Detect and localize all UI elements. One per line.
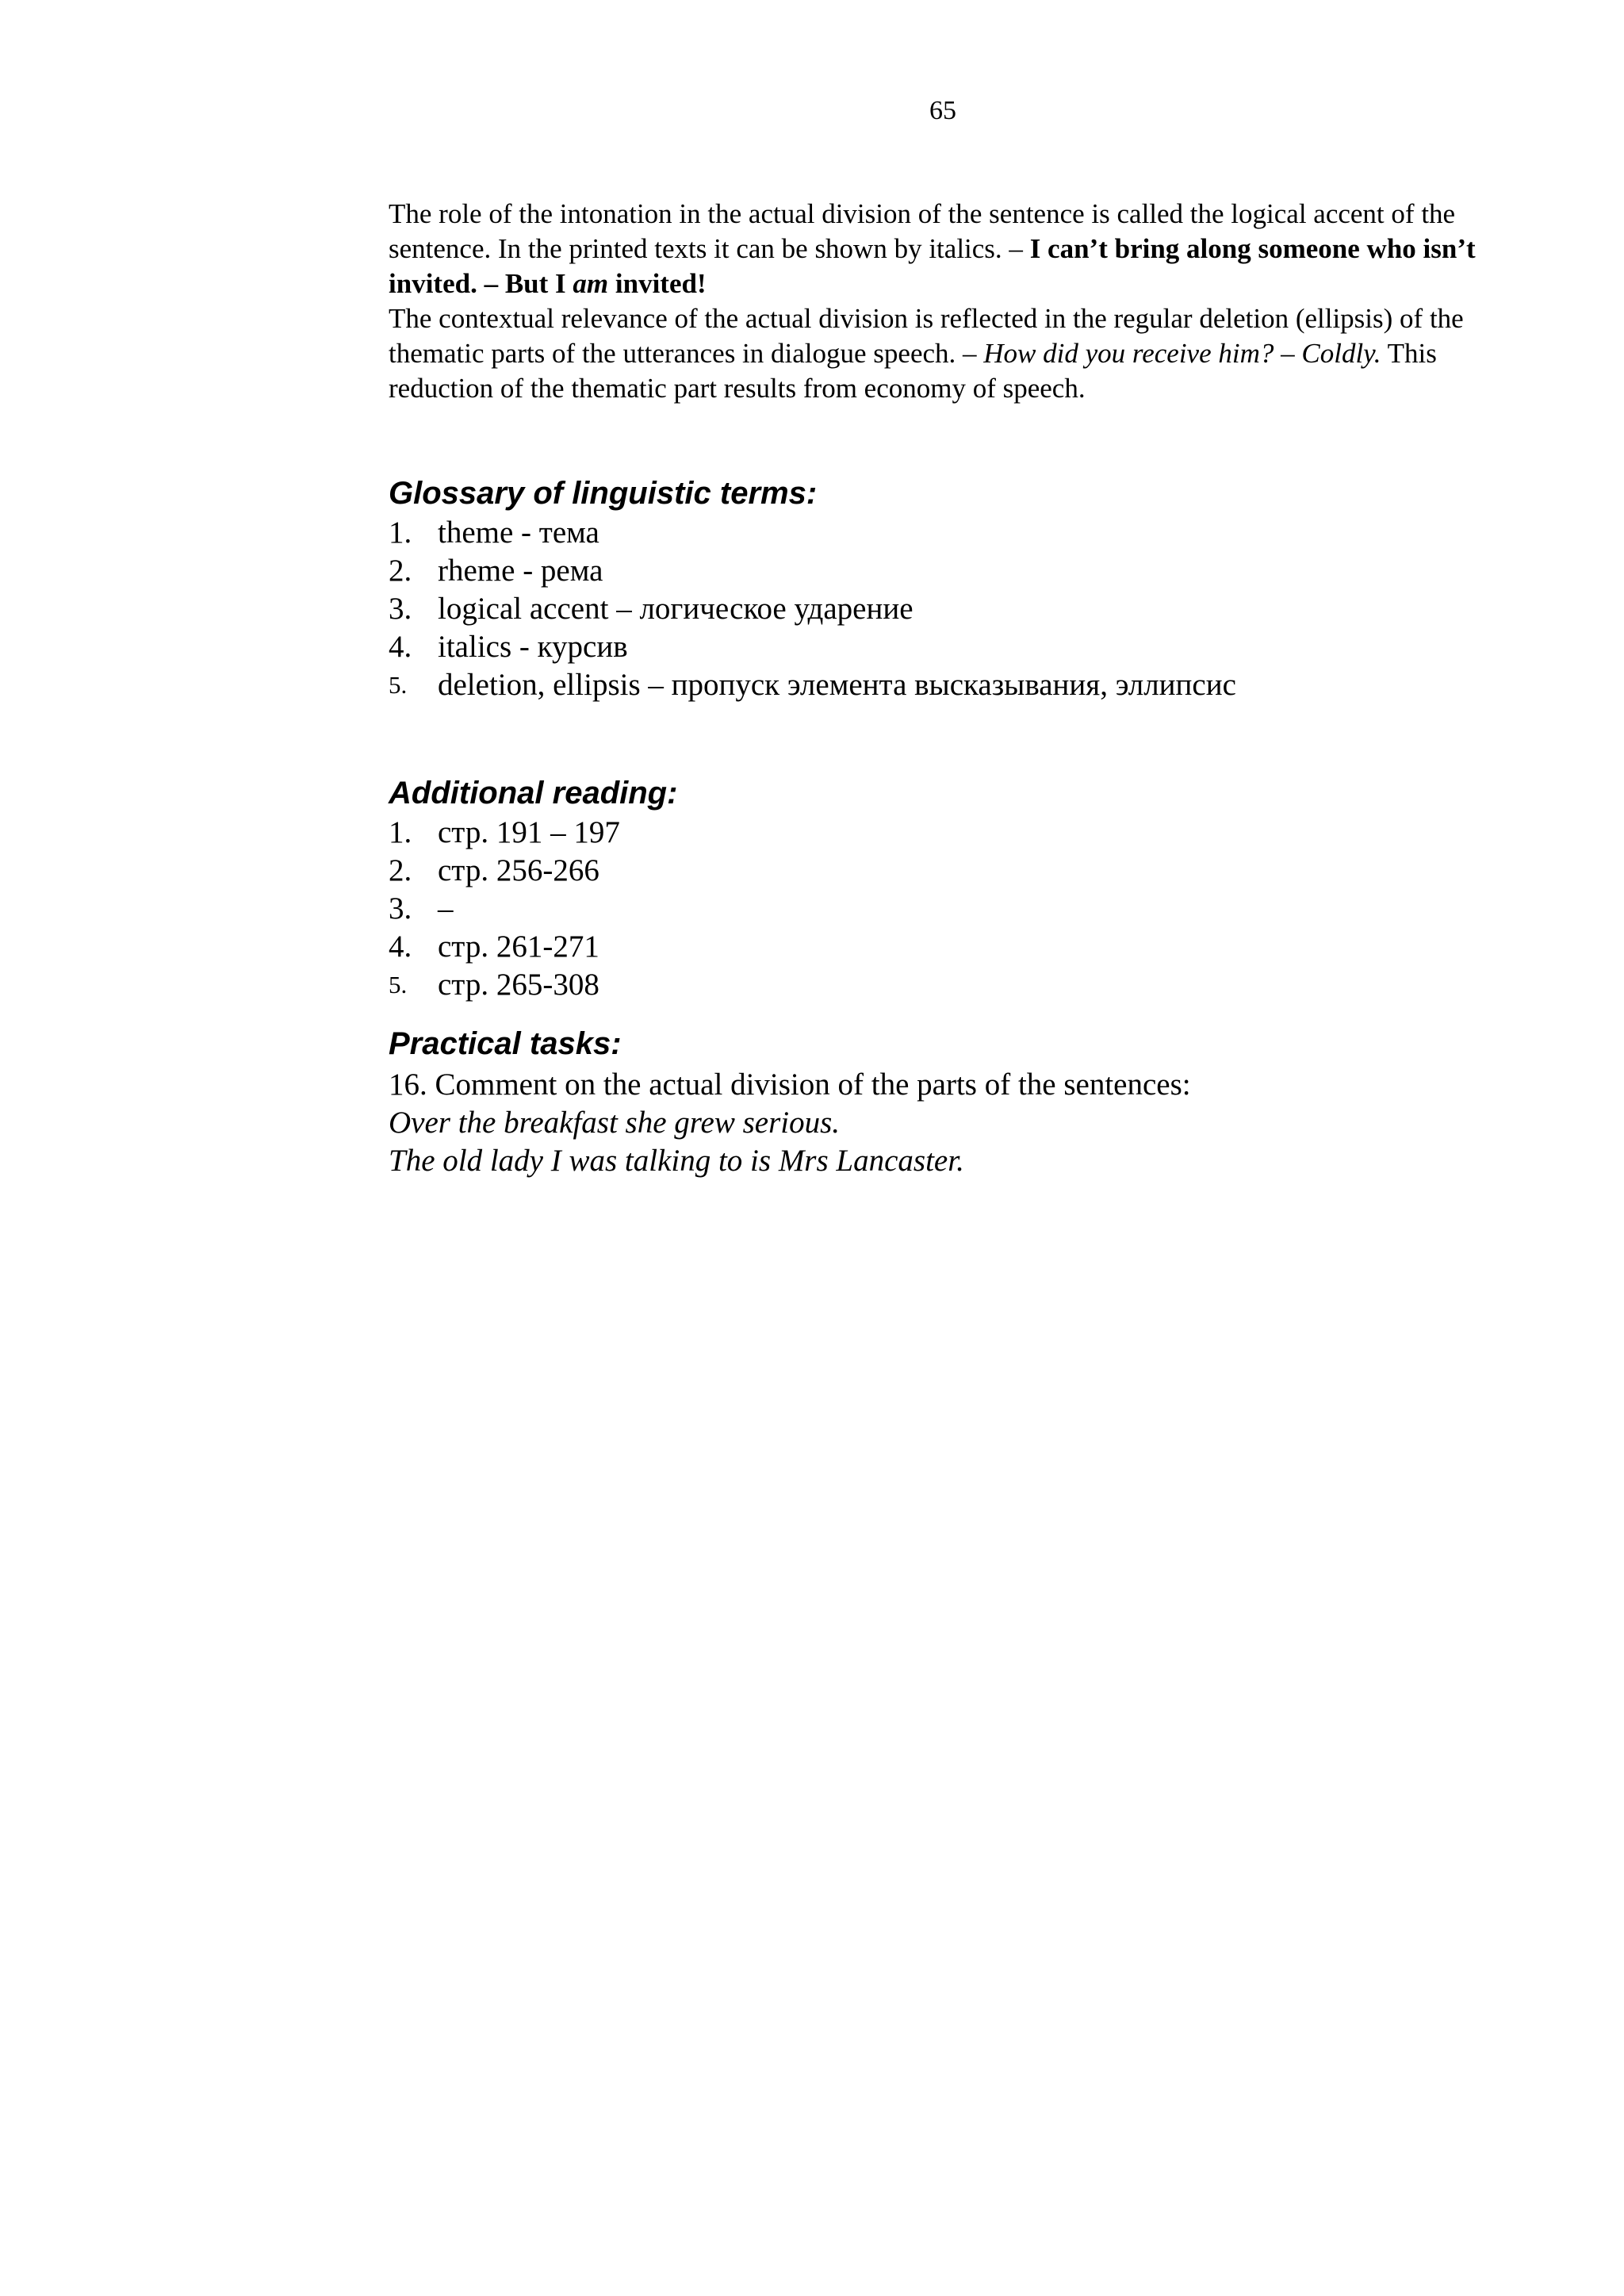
list-item [389, 552, 1515, 590]
list-text: logical accent – логическое ударение [438, 592, 914, 626]
list-item [389, 966, 1515, 1004]
list-item [389, 890, 1515, 928]
list-text: стр. 265-308 [438, 968, 599, 1002]
list-text: rheme - рема [438, 554, 603, 588]
list-number: 2. [389, 853, 412, 887]
list-number: 2. [389, 554, 412, 588]
list-number: 1. [389, 516, 412, 550]
list-number: 5. [389, 671, 408, 699]
example-italic: How did you receive him? – Coldly. [983, 338, 1381, 369]
list-text: italics - курсив [438, 630, 628, 664]
list-number: 4. [389, 630, 412, 664]
list-item [389, 514, 1515, 552]
list-text: theme - тема [438, 516, 599, 550]
list-item [389, 666, 1515, 704]
intro-text: This reduction of the thematic part results from economy of speech. [389, 338, 1437, 404]
example-bold-italic: am [573, 268, 609, 299]
additional-reading-list [389, 814, 1515, 1004]
page-number: 65 [929, 96, 956, 125]
task-instruction: 16. Comment on the actual division of the parts of the sentences: [389, 1068, 1191, 1102]
list-item [389, 852, 1515, 890]
page-content [389, 197, 1515, 1180]
list-item [389, 590, 1515, 628]
list-text: – [438, 891, 454, 926]
glossary-list [389, 514, 1515, 704]
task-example: Over the breakfast she grew serious. [389, 1106, 841, 1140]
glossary-heading: Glossary of linguistic terms: [389, 476, 818, 511]
intro-paragraph-logical-accent [389, 197, 1515, 301]
list-item [389, 928, 1515, 966]
additional-reading-heading: Additional reading: [389, 776, 678, 811]
list-number: 1. [389, 815, 412, 849]
list-text: стр. 191 – 197 [438, 815, 620, 849]
list-item [389, 814, 1515, 852]
list-number: 3. [389, 891, 412, 926]
practical-tasks-heading: Practical tasks: [389, 1026, 622, 1061]
intro-paragraph-ellipsis [389, 301, 1515, 406]
list-text: deletion, ellipsis – пропуск элемента высказывания, эллипсис [438, 668, 1236, 702]
list-number: 4. [389, 930, 412, 964]
list-text: стр. 261-271 [438, 930, 599, 964]
task-example: The old lady I was talking to is Mrs Lancaster. [389, 1144, 964, 1178]
example-bold: I can’t bring along someone who isn’t invited. – But I [389, 233, 1476, 299]
list-text: стр. 256-266 [438, 853, 599, 887]
intro-text: The contextual relevance of the actual division is reflected in the regular deletion (ellipsis) of the thematic parts of the utterances in dialogue speech. – [389, 303, 1464, 369]
list-number: 5. [389, 971, 408, 999]
example-bold-end: invited! [608, 268, 707, 299]
list-number: 3. [389, 592, 412, 626]
intro-text: The role of the intonation in the actual division of the sentence is called the logical accent of the sentence. In the printed texts it can be shown by italics. – [389, 198, 1456, 264]
list-item [389, 628, 1515, 666]
